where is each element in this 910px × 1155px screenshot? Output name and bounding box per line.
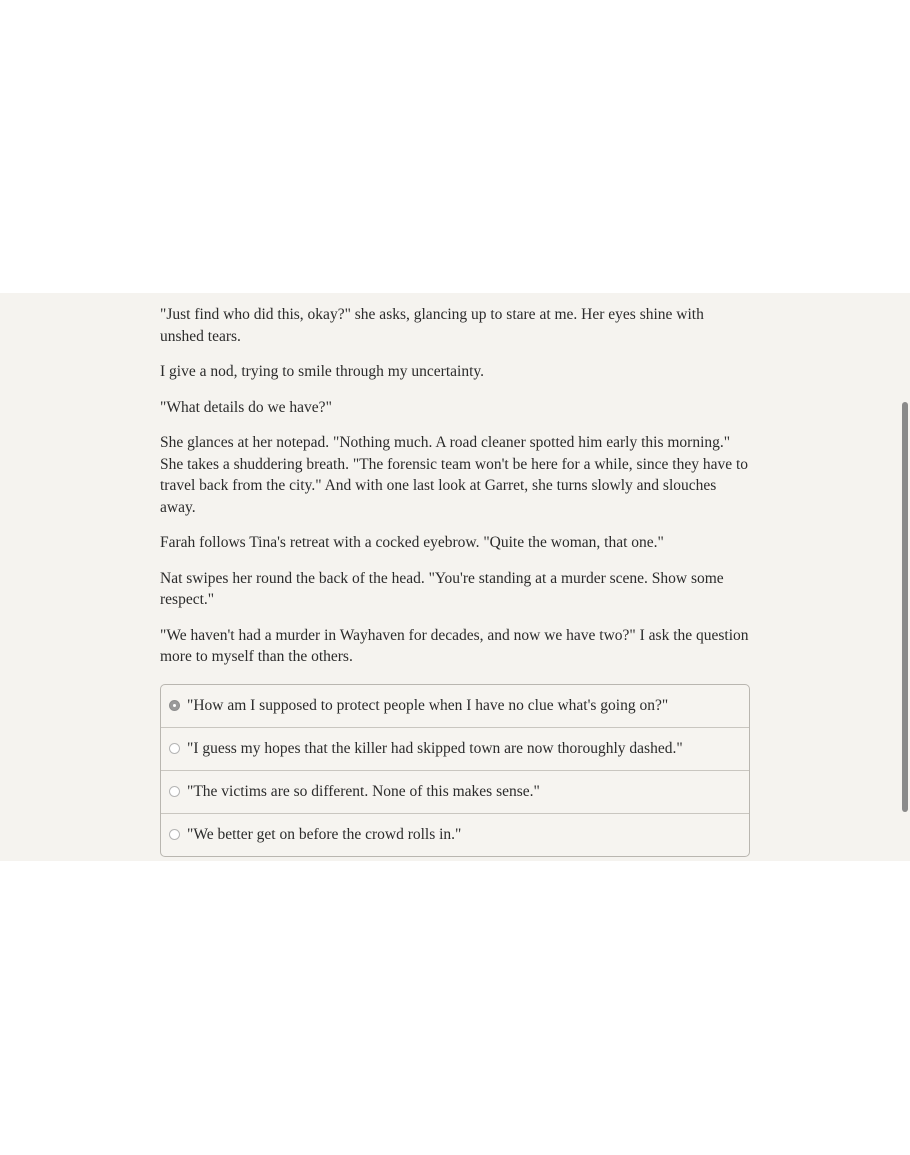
story-paragraph: Nat swipes her round the back of the head. "You're standing at a murder scene. Show some respect." <box>160 569 724 608</box>
choice-option-3[interactable] <box>161 770 749 813</box>
choice-list <box>160 684 750 857</box>
story-paragraph: I give a nod, trying to smile through my uncertainty. <box>160 363 485 380</box>
story-paragraph: Farah follows Tina's retreat with a cocked eyebrow. "Quite the woman, that one." <box>160 534 664 551</box>
radio-selected-icon[interactable] <box>169 700 180 711</box>
story-paragraph: "Just find who did this, okay?" she asks, glancing up to stare at me. Her eyes shine with unshed tears. <box>160 306 704 345</box>
vertical-scrollbar[interactable] <box>902 402 908 812</box>
choice-option-1[interactable] <box>161 685 749 727</box>
story-text <box>160 304 750 857</box>
choice-label: "How am I supposed to protect people when I have no clue what's going on?" <box>187 696 669 714</box>
game-viewport <box>0 293 910 861</box>
story-paragraph: "What details do we have?" <box>160 398 332 416</box>
choice-option-4[interactable] <box>161 813 749 856</box>
choice-label: "I guess my hopes that the killer had skipped town are now thoroughly dashed." <box>187 739 683 757</box>
radio-icon[interactable] <box>169 786 180 797</box>
story-paragraph: She glances at her notepad. "Nothing much. A road cleaner spotted him early this morning." She takes a shuddering breath. "The forensic team won't be here for a while, since they have to travel back from the city." And with one last look at Garret, she turns slowly and slouches away. <box>160 434 749 516</box>
radio-icon[interactable] <box>169 743 180 754</box>
radio-icon[interactable] <box>169 829 180 840</box>
choice-label: "The victims are so different. None of this makes sense." <box>187 782 540 800</box>
choice-label: "We better get on before the crowd rolls in." <box>187 825 462 843</box>
choice-option-2[interactable] <box>161 727 749 770</box>
story-paragraph: "We haven't had a murder in Wayhaven for decades, and now we have two?" I ask the question more to myself than the others. <box>160 626 749 665</box>
